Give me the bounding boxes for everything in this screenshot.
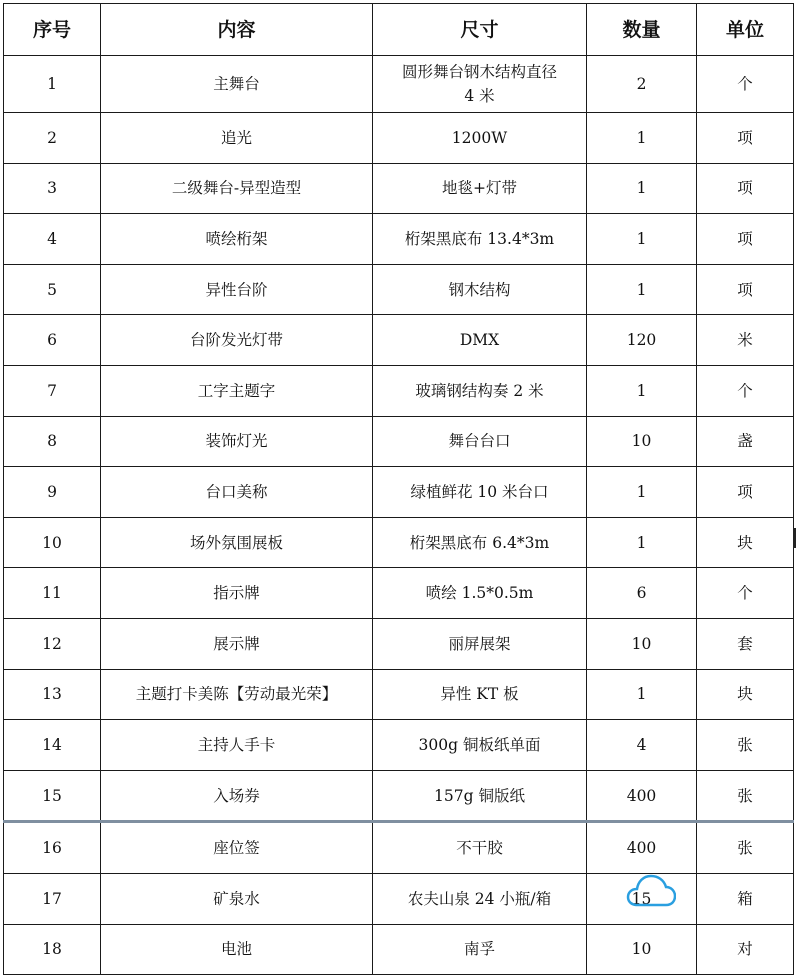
table-row	[4, 618, 794, 669]
cell-unit: 个	[697, 568, 794, 619]
cell-quantity: 400	[587, 770, 697, 822]
cell-unit: 块	[697, 517, 794, 568]
cell-content: 场外氛围展板	[101, 517, 373, 568]
table-row	[4, 113, 794, 164]
table-row	[4, 822, 794, 874]
cell-quantity: 10	[587, 618, 697, 669]
header-size: 尺寸	[373, 4, 587, 56]
cell-unit: 块	[697, 669, 794, 720]
cell-content: 喷绘桁架	[101, 214, 373, 265]
cell-quantity: 10	[587, 924, 697, 975]
cell-content: 主舞台	[101, 56, 373, 113]
cell-unit: 箱	[697, 873, 794, 924]
cell-size: 钢木结构	[373, 264, 587, 315]
cell-size: 绿植鲜花 10 米台口	[373, 467, 587, 518]
cell-index: 7	[4, 365, 101, 416]
cell-quantity: 1	[587, 264, 697, 315]
cell-index: 13	[4, 669, 101, 720]
cell-quantity: 1	[587, 467, 697, 518]
cell-content: 入场券	[101, 770, 373, 822]
table-row	[4, 720, 794, 771]
cell-unit: 项	[697, 264, 794, 315]
cell-content: 异性台阶	[101, 264, 373, 315]
cell-index: 12	[4, 618, 101, 669]
cell-index: 8	[4, 416, 101, 467]
cell-index: 1	[4, 56, 101, 113]
cell-index: 10	[4, 517, 101, 568]
cell-index: 6	[4, 315, 101, 366]
cell-size: 300g 铜板纸单面	[373, 720, 587, 771]
cell-quantity: 1	[587, 113, 697, 164]
cloud-icon	[626, 874, 676, 908]
cell-unit: 米	[697, 315, 794, 366]
cell-size: DMX	[373, 315, 587, 366]
cell-size: 舞台台口	[373, 416, 587, 467]
cell-quantity: 15	[587, 873, 697, 924]
cell-unit: 项	[697, 467, 794, 518]
table-row	[4, 264, 794, 315]
table-row	[4, 315, 794, 366]
cell-quantity: 120	[587, 315, 697, 366]
table-row	[4, 163, 794, 214]
header-row	[4, 4, 794, 56]
cell-size: 不干胶	[373, 822, 587, 874]
cell-content: 追光	[101, 113, 373, 164]
cell-index: 17	[4, 873, 101, 924]
table-row	[4, 770, 794, 822]
cell-size: 1200W	[373, 113, 587, 164]
cell-content: 主持人手卡	[101, 720, 373, 771]
cell-unit: 套	[697, 618, 794, 669]
cell-index: 14	[4, 720, 101, 771]
cell-size: 丽屏展架	[373, 618, 587, 669]
cell-content: 二级舞台-异型造型	[101, 163, 373, 214]
cell-unit: 盏	[697, 416, 794, 467]
table-body	[4, 56, 794, 975]
cell-quantity: 10	[587, 416, 697, 467]
table-row	[4, 56, 794, 113]
cell-quantity: 1	[587, 365, 697, 416]
cell-index: 18	[4, 924, 101, 975]
cell-size: 农夫山泉 24 小瓶/箱	[373, 873, 587, 924]
cell-size: 157g 铜版纸	[373, 770, 587, 822]
cell-size: 桁架黑底布 13.4*3m	[373, 214, 587, 265]
cell-quantity: 1	[587, 214, 697, 265]
table-row	[4, 517, 794, 568]
cell-size: 玻璃钢结构奏 2 米	[373, 365, 587, 416]
cell-unit: 个	[697, 365, 794, 416]
cell-quantity: 2	[587, 56, 697, 113]
cell-index: 4	[4, 214, 101, 265]
cell-size: 圆形舞台钢木结构直径 4 米	[373, 56, 587, 113]
header-index: 序号	[4, 4, 101, 56]
cell-index: 5	[4, 264, 101, 315]
cell-unit: 项	[697, 214, 794, 265]
cell-quantity: 1	[587, 517, 697, 568]
cell-unit: 个	[697, 56, 794, 113]
cell-index: 11	[4, 568, 101, 619]
table-row	[4, 365, 794, 416]
cell-size: 异性 KT 板	[373, 669, 587, 720]
cell-index: 2	[4, 113, 101, 164]
cell-size: 南孚	[373, 924, 587, 975]
cell-content: 台阶发光灯带	[101, 315, 373, 366]
cell-quantity: 6	[587, 568, 697, 619]
cell-unit: 项	[697, 163, 794, 214]
cell-index: 9	[4, 467, 101, 518]
cell-quantity: 4	[587, 720, 697, 771]
cell-size: 喷绘 1.5*0.5m	[373, 568, 587, 619]
header-quantity: 数量	[587, 4, 697, 56]
cell-content: 电池	[101, 924, 373, 975]
table-row	[4, 568, 794, 619]
cell-quantity: 1	[587, 163, 697, 214]
header-unit: 单位	[697, 4, 794, 56]
cell-size: 地毯+灯带	[373, 163, 587, 214]
materials-table	[3, 3, 794, 975]
edge-mark	[793, 528, 796, 548]
table-row	[4, 924, 794, 975]
cell-content: 指示牌	[101, 568, 373, 619]
cell-size: 桁架黑底布 6.4*3m	[373, 517, 587, 568]
cell-index: 15	[4, 770, 101, 822]
cell-index: 3	[4, 163, 101, 214]
table-row	[4, 669, 794, 720]
cell-content: 展示牌	[101, 618, 373, 669]
cell-unit: 张	[697, 770, 794, 822]
cell-unit: 张	[697, 822, 794, 874]
table-row	[4, 214, 794, 265]
cell-unit: 项	[697, 113, 794, 164]
cell-content: 装饰灯光	[101, 416, 373, 467]
cell-content: 台口美称	[101, 467, 373, 518]
header-content: 内容	[101, 4, 373, 56]
cell-content: 工字主题字	[101, 365, 373, 416]
table-row	[4, 416, 794, 467]
cell-quantity: 1	[587, 669, 697, 720]
cell-unit: 张	[697, 720, 794, 771]
cell-quantity: 400	[587, 822, 697, 874]
table-row	[4, 467, 794, 518]
cell-index: 16	[4, 822, 101, 874]
cell-content: 座位签	[101, 822, 373, 874]
cell-content: 主题打卡美陈【劳动最光荣】	[101, 669, 373, 720]
cell-unit: 对	[697, 924, 794, 975]
cell-content: 矿泉水	[101, 873, 373, 924]
